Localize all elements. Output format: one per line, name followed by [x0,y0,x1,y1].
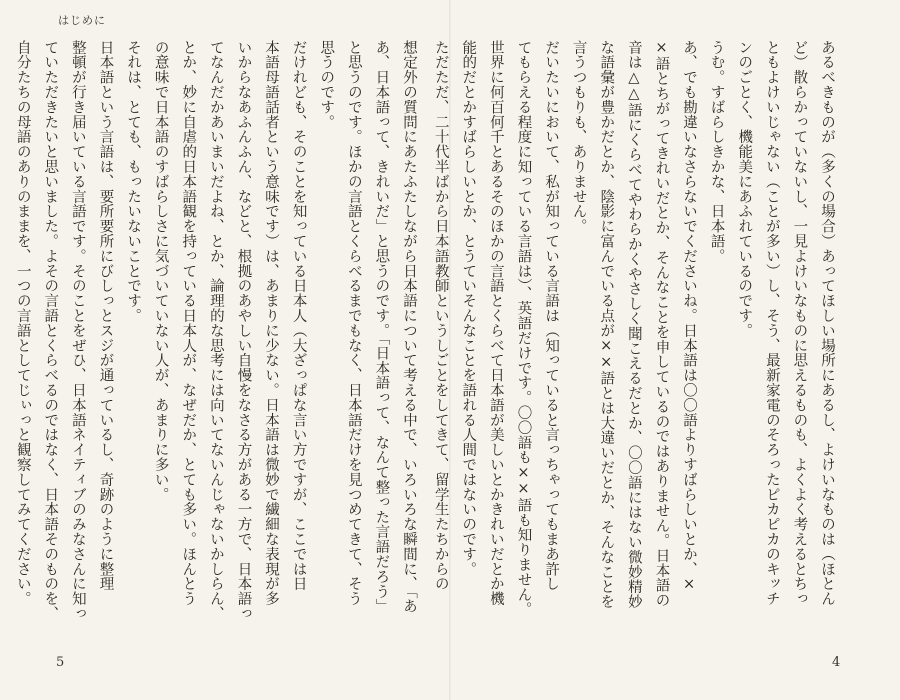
text-column: ただただ、二十代半ばから日本語教師というしごとをしてきて、留学生たちからの [432,40,449,592]
text-column: 本語母語話者という意味です）は、あまりに少ない。日本語は微妙で繊細な表現が多 [263,40,280,607]
text-column: の意味で日本語のすばらしさに気づいていない人が、あまりに多い。 [152,40,169,502]
text-column: と思うのです。ほかの言語とくらべるまでもなく、日本語だけを見つめてきて、そう [345,40,362,607]
text-column: 日本語という言語は、要所要所にびしっとスジが通っているし、奇跡のように整理 [97,40,114,592]
text-column: ど）散らかっていないし、一見よけいなものに思えるものも、よくよく考えるとちっ [791,40,808,607]
text-column: あ、日本語って、きれいだ」と思うのです。「日本語って、なんて整った言語だろう」 [373,40,390,614]
text-column: な語彙が豊かだとか、陰影に富んでいる点が××語とは大違いだとか、そんなことを [598,40,615,610]
text-column: 言うつもりも、ありません。 [570,40,587,234]
text-column: 能的だとかすばらしいとか、とうていそんなことを語れる人間ではないのです。 [460,40,477,577]
text-column: 整頓が行き届いている言語です。そのことをぜひ、日本語ネイティブのみなさんに知っ [69,40,86,622]
text-column: 思うのです。 [318,40,335,130]
text-column: 世界に何百何千とあるそのほかの言語とくらべて日本語が美しいとかきれいだとか機 [487,40,504,607]
text-column: だけれども、そのことを知っている日本人（大ざっぱな言い方ですが、ここでは日 [290,40,307,592]
text-column: うむ。すばらしきかな、日本語。 [708,40,725,264]
text-column: いからなあふんふん、などと、根拠のあやしい自慢をなさる方がある一方で、日本語っ [235,40,252,622]
text-column: あ、でも勘違いなさらないでくださいね。日本語は〇〇語よりすばらしいとか、× [681,40,698,593]
text-column: ていただきたいと思いました。よその言語とくらべるのではなく、日本語そのものを、 [42,40,59,622]
left-page-text [14,40,422,652]
text-column: ×語とちがってきれいだとか、そんなことを申しているのではありません。日本語の [653,40,670,608]
page-number: 5 [56,655,65,670]
text-column: てなんだかあいまいだよね、とか、論理的な思考には向いてないんじゃないかしらん、 [207,40,224,622]
text-column: 自分たちの母語のありのままを、一つの言語としてじぃっと観察してみてください。 [14,40,31,607]
text-column: ンのごとく、機能美にあふれているのです。 [736,40,753,338]
text-column: それは、とても、もったいないことです。 [125,40,142,324]
chapter-title: はじめに [58,14,106,27]
text-column: あるべきものが（多くの場合）あってほしい場所にあるし、よけいなものは（ほとん [819,40,835,607]
text-column: だいたいにおいて、私が知っている言語は（知っていると言っちゃってもまあ許し [543,40,560,592]
text-column: ともよけいじゃない（ことが多い）し、そう、最新家電のそろったピカピカのキッチ [763,40,780,607]
text-column: 音は△△語にくらべてやわらかくやさしく聞こえるだとか、〇〇語にはない微妙精妙 [625,40,642,610]
text-column: てもらえる程度に知っている言語は）、英語だけです。〇〇語も××語も知りません。 [515,40,532,617]
text-column: とか、妙に自虐的日本語観を持っている日本人が、なぜだか、とても多い。ほんとう [180,40,197,607]
right-page-text [432,40,840,652]
page-number: 4 [832,655,841,670]
text-column: 想定外の質問にあたふたしながら日本語について考える中で、いろいろな瞬間に、「あ [401,40,417,614]
